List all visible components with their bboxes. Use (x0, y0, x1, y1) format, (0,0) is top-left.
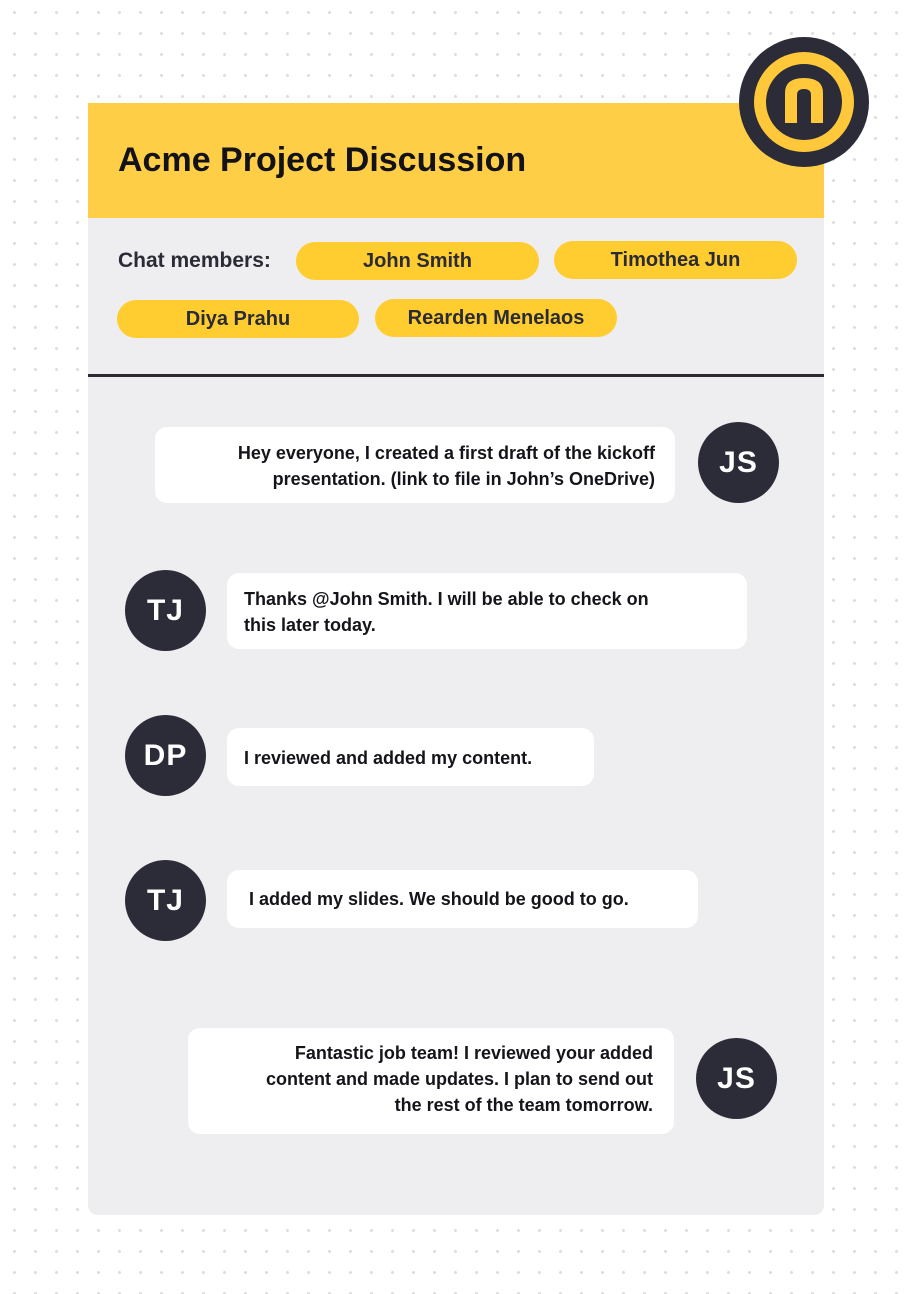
message-bubble-5 (188, 1028, 674, 1134)
page-title: Acme Project Discussion (118, 141, 527, 179)
avatar-js[interactable]: JS (696, 1038, 777, 1119)
chat-header (88, 103, 824, 218)
message-text-line: presentation. (link to file in John’s OneDrive) (272, 469, 655, 489)
avatar-tj[interactable]: TJ (125, 570, 206, 651)
member-chip-john-smith[interactable]: John Smith (296, 242, 539, 280)
header-divider (88, 374, 824, 377)
message-text-line: content and made updates. I plan to send out (265, 1069, 653, 1089)
member-chip-diya-prahu[interactable]: Diya Prahu (117, 300, 359, 338)
member-chip-timothea-jun[interactable]: Timothea Jun (554, 241, 797, 279)
member-chip-rearden-menelaos[interactable]: Rearden Menelaos (375, 299, 617, 337)
brand-logo-icon (739, 37, 869, 167)
message-text-line: I reviewed and added my content. (244, 748, 533, 768)
message-bubble-2 (227, 573, 747, 649)
brand-logo-graphic (739, 37, 869, 167)
chat-members-label: Chat members: (118, 249, 271, 272)
message-text-line: this later today. (244, 615, 376, 635)
chat-card (88, 103, 824, 1215)
avatar-js[interactable]: JS (698, 422, 779, 503)
message-bubble-3 (227, 728, 594, 786)
message-text-line: I added my slides. We should be good to go. (249, 889, 629, 909)
message-text-line: Thanks @John Smith. I will be able to check on (244, 589, 649, 609)
message-text-line: the rest of the team tomorrow. (394, 1095, 653, 1115)
message-text-line: Fantastic job team! I reviewed your added (294, 1043, 653, 1063)
message-text-line: Hey everyone, I created a first draft of the kickoff (237, 443, 655, 463)
message-bubble-1 (155, 427, 675, 503)
avatar-tj[interactable]: TJ (125, 860, 206, 941)
avatar-dp[interactable]: DP (125, 715, 206, 796)
message-bubble-4 (227, 870, 698, 928)
